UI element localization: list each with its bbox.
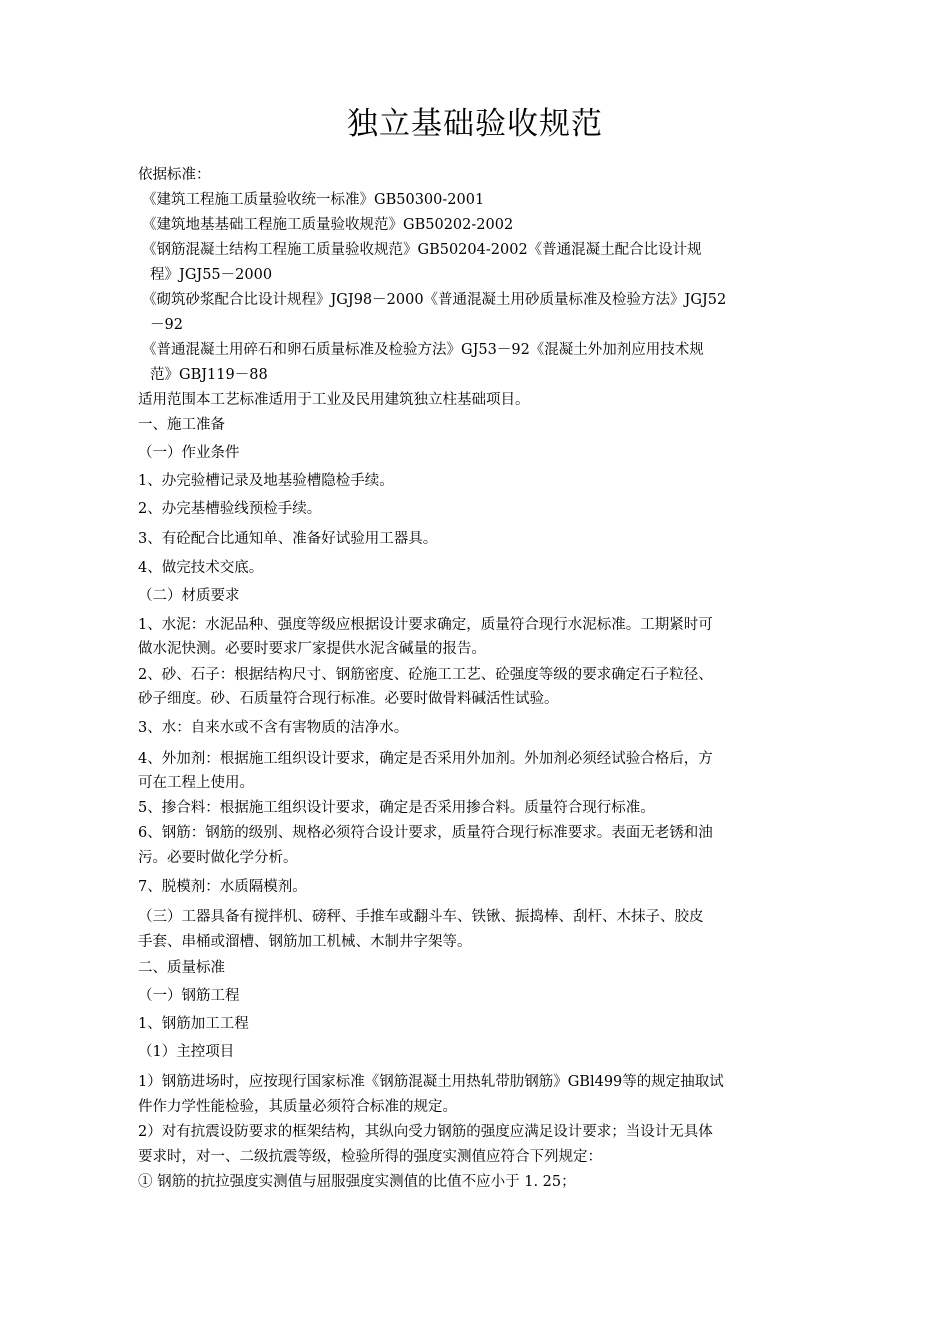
- list-item: 3、有砼配合比通知单、准备好试验用工器具。: [138, 531, 438, 547]
- list-item-continued: 可在工程上使用。: [138, 775, 254, 791]
- standard-reference: 范》GBJ119－88: [150, 367, 268, 383]
- list-item-continued: 件作力学性能检验，其质量必须符合标准的规定。: [138, 1099, 457, 1115]
- list-item: 1、钢筋加工工程: [138, 1016, 249, 1032]
- list-item: 1、办完验槽记录及地基验槽隐检手续。: [138, 473, 394, 489]
- list-item-continued: 要求时，对一、二级抗震等级，检验所得的强度实测值应符合下列规定：: [138, 1149, 602, 1165]
- standard-reference: 《建筑地基基础工程施工质量验收规范》GB50202-2002: [142, 217, 514, 233]
- document-title: 独立基础验收规范: [347, 106, 603, 142]
- text-line: 依据标准：: [138, 167, 211, 183]
- list-item: 6、钢筋：钢筋的级别、规格必须符合设计要求，质量符合现行标准要求。表面无老锈和油: [138, 825, 713, 841]
- list-item: 2）对有抗震设防要求的框架结构，其纵向受力钢筋的强度应满足设计要求；当设计无具体: [138, 1124, 713, 1140]
- section-heading: 一、施工准备: [138, 417, 225, 433]
- subsection-heading: （二）材质要求: [138, 588, 240, 604]
- standard-reference: 《钢筋混凝土结构工程施工质量验收规范》GB50204-2002《普通混凝土配合比设计规: [142, 242, 702, 258]
- standard-reference: －92: [150, 317, 183, 333]
- standard-reference: 《砌筑砂浆配合比设计规程》JGJ98－2000《普通混凝土用砂质量标准及检验方法》JGJ52: [142, 292, 727, 308]
- list-item: ① 钢筋的抗拉强度实测值与屈服强度实测值的比值不应小于 1. 25；: [138, 1174, 576, 1190]
- list-item: 2、办完基槽验线预检手续。: [138, 501, 322, 517]
- list-item: 4、外加剂：根据施工组织设计要求，确定是否采用外加剂。外加剂必须经试验合格后，方: [138, 751, 713, 767]
- subsection-heading: （一）作业条件: [138, 445, 240, 461]
- list-item-continued: 做水泥快测。必要时要求厂家提供水泥含碱量的报告。: [138, 641, 486, 657]
- standard-reference: 程》JGJ55－2000: [150, 267, 273, 283]
- standard-reference: 《建筑工程施工质量验收统一标准》GB50300-2001: [142, 192, 485, 208]
- subsection-heading: （一）钢筋工程: [138, 988, 240, 1004]
- subsection-heading: （三）工器具备有搅拌机、磅秤、手推车或翻斗车、铁锹、振捣棒、刮杆、木抹子、胶皮: [138, 909, 704, 925]
- list-item: 7、脱模剂：水质隔模剂。: [138, 879, 307, 895]
- text-line: 适用范围本工艺标准适用于工业及民用建筑独立柱基础项目。: [138, 392, 530, 408]
- list-item: 5、掺合料：根据施工组织设计要求，确定是否采用掺合料。质量符合现行标准。: [138, 800, 655, 816]
- list-item-continued: 砂子细度。砂、石质量符合现行标准。必要时做骨料碱活性试验。: [138, 691, 559, 707]
- list-item: 2、砂、石子：根据结构尺寸、钢筋密度、砼施工工艺、砼强度等级的要求确定石子粒径、: [138, 667, 713, 683]
- list-item-continued: 手套、串桶或溜槽、钢筋加工机械、木制井字架等。: [138, 934, 472, 950]
- list-item: 4、做完技术交底。: [138, 560, 264, 576]
- list-item: 3、水：自来水或不含有害物质的洁净水。: [138, 720, 409, 736]
- list-item: 1）钢筋进场时，应按现行国家标准《钢筋混凝土用热轧带肋钢筋》GBl499等的规定抽取试: [138, 1074, 724, 1090]
- section-heading: 二、质量标准: [138, 960, 225, 976]
- standard-reference: 《普通混凝土用碎石和卵石质量标准及检验方法》GJ53－92《混凝土外加剂应用技术规: [142, 342, 704, 358]
- subsection-heading: （1）主控项目: [138, 1044, 235, 1060]
- list-item-continued: 污。必要时做化学分析。: [138, 850, 298, 866]
- list-item: 1、水泥：水泥品种、强度等级应根据设计要求确定，质量符合现行水泥标准。工期紧时可: [138, 617, 713, 633]
